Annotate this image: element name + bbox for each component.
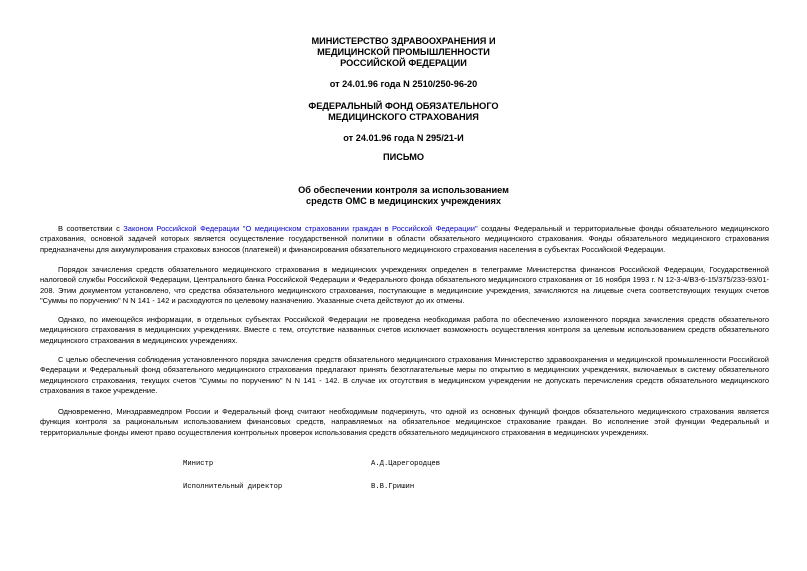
doc-type-block (200, 152, 607, 163)
subject-line-2: средств ОМС в медицинских учреждениях (306, 196, 501, 207)
ministry-line-1: МИНИСТЕРСТВО ЗДРАВООХРАНЕНИЯ И (311, 36, 496, 46)
subject-heading (200, 185, 607, 207)
ministry-line-2: МЕДИЦИНСКОЙ ПРОМЫШЛЕННОСТИ (317, 47, 490, 58)
fund-date: от 24.01.96 года N 295/21-И (343, 133, 464, 143)
law-link[interactable]: Законом Российской Федерации "О медицинском страховании граждан в Российской Федерации" (123, 224, 478, 233)
paragraph-3: Однако, по имеющейся информации, в отдельных субъектах Российской Федерации не проведена необходимая работа по обеспечению изложенного порядка зачисления средств обязательного медицинского страхования в медицинских учреждениях. Вместе с тем, отсутствие названных счетов исключает возможность осуществления контроля за целевым использованием средств обязательного медицинского страхования в медицинских учреждениях. (40, 315, 769, 345)
paragraph-5: Одновременно, Минздравмедпром России и Федеральный фонд считают необходимым подчеркнуть, что одной из основных функций фондов обязательного медицинского страхования является функция контроля за рациональным использованием финансовых средств, направляемых на обязательное медицинское страхование граждан. Во исполнение этой функции Федеральный и территориальные фонды имеют право осуществления контрольных проверок использования средств обязательного медицинского страхования в медицинских учреждениях. (40, 407, 769, 437)
fund-date-block (200, 133, 607, 144)
ministry-heading (200, 36, 607, 70)
ministry-date-block (200, 79, 607, 90)
paragraph-1-lead: В соответствии с (58, 224, 124, 233)
fund-heading (200, 101, 607, 123)
paragraph-2: Порядок зачисления средств обязательного медицинского страхования в медицинских учреждениях определен в телеграмме Министерства финансов Российской Федерации, Государственной налоговой службы Российской Федерации, Центрального банка Российской Федерации и Федерального фонда обязательного медицинского страхования от 16 ноября 1993 г. N 12-3-4/В3-6-15/375/233-93/01-208. Этим документом установлено, что средства обязательного медицинского страхования, поступающие в медицинские учреждения, зачисляются на лицевые счета соответствующих текущих счетов "Суммы по поручению" N N 141 - 142 и расходуются по целевому назначению. Указанные счета действуют до их отмены. (40, 265, 769, 306)
doc-type: ПИСЬМО (382, 152, 425, 162)
ministry-date: от 24.01.96 года N 2510/250-96-20 (329, 79, 478, 89)
fund-line-1: ФЕДЕРАЛЬНЫЙ ФОНД ОБЯЗАТЕЛЬНОГО (308, 101, 499, 111)
paragraph-1 (40, 224, 769, 255)
paragraph-1-rest: созданы Федеральный и территориальные фонды обязательного медицинского страхования, основной задачей которых является осуществление государственной политики в области обязательного медицинского страхования. Фонды обязательного медицинского страхования предназначены для аккумулирования страховых взносов (платежей) и финансирования обязательного медицинского страхования населения в субъектах Российской Федерации. (40, 224, 769, 254)
ministry-line-3: РОССИЙСКОЙ ФЕДЕРАЦИИ (340, 58, 467, 69)
paragraph-4: С целью обеспечения соблюдения установленного порядка зачисления средств обязательного медицинского страхования Министерство здравоохранения и медицинской промышленности Российской Федерации и Федеральный фонд обязательного медицинского страхования предлагают принять безотлагательные меры по открытию в медицинских учреждениях, включаемых в систему обязательного медицинского страхования, текущих счетов "Суммы по поручению" N N 141 - 142. В случае их отсутствия в медицинском учреждении не допускать перечисления средств обязательного медицинского страхования в такое учреждение. (40, 355, 769, 396)
subject-line-1: Об обеспечении контроля за использованием (298, 185, 509, 195)
signature-title-director: Исполнительный директор (183, 483, 283, 491)
signature-name-minister: А.Д.Царегородцев (371, 460, 441, 468)
signature-title-minister: Министр (183, 460, 214, 468)
signature-name-director: В.В.Гришин (371, 483, 415, 491)
fund-line-2: МЕДИЦИНСКОГО СТРАХОВАНИЯ (328, 112, 479, 123)
